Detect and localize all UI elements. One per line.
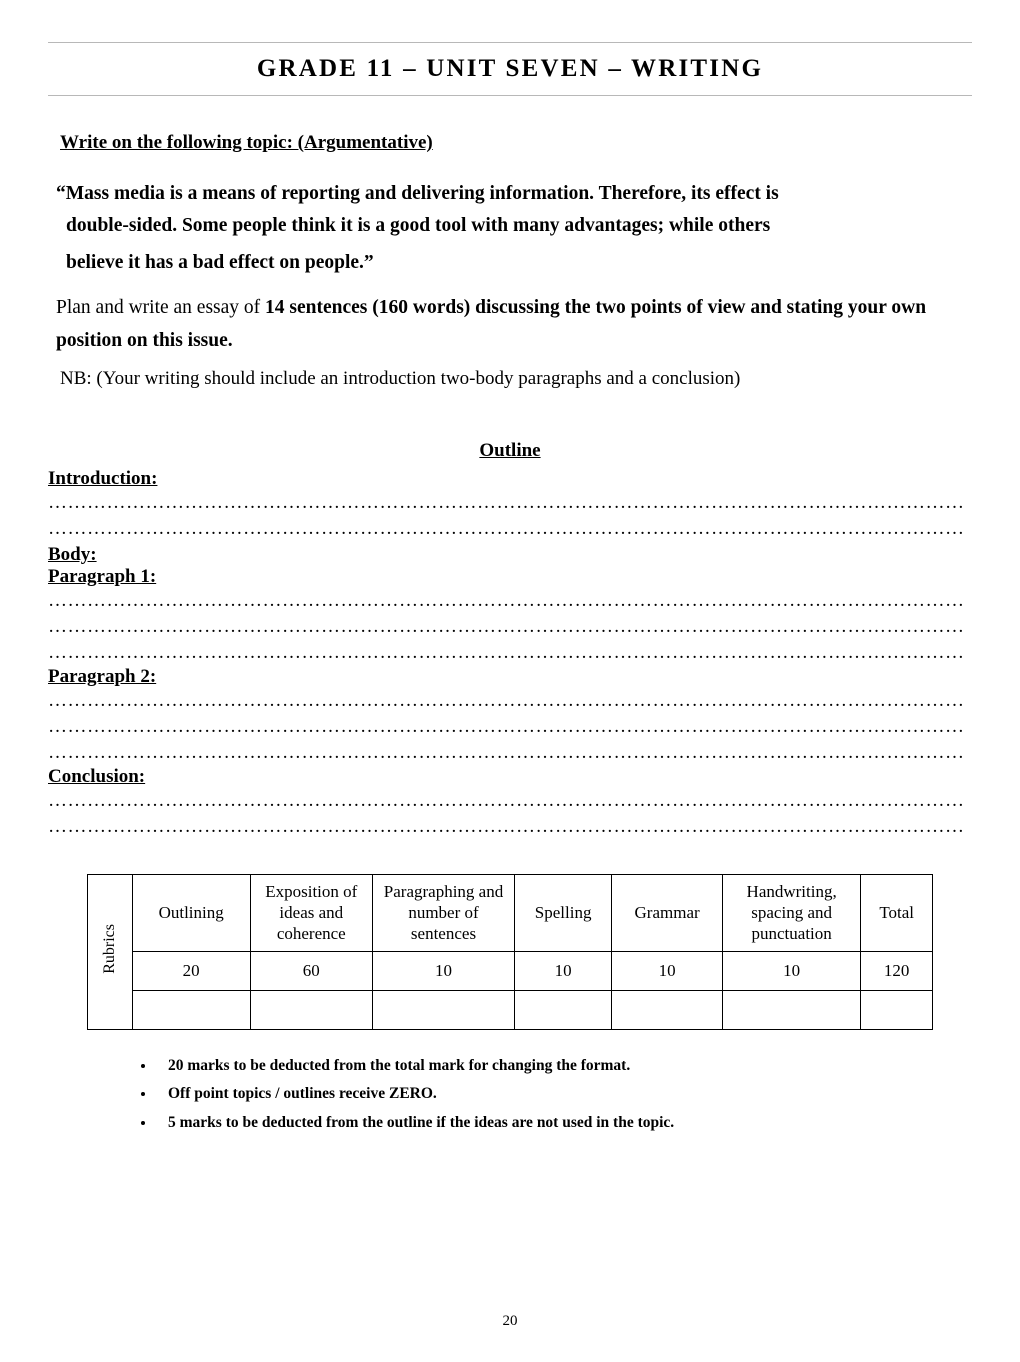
rubric-column-header: Spelling <box>515 874 612 951</box>
outline-label-body: Body: <box>48 543 97 565</box>
rubric-score-cell: 10 <box>722 951 860 990</box>
worksheet-page <box>0 42 1020 1362</box>
topic-heading: Write on the following topic: (Argumentative) <box>60 132 433 153</box>
rubric-mark-cell[interactable] <box>861 990 933 1029</box>
answer-line[interactable]: …………………………………………………………………………………………………………………………… <box>48 491 965 513</box>
quote-line-1: “Mass media is a means of reporting and delivering information. Therefore, its effect is <box>56 183 779 204</box>
answer-line[interactable]: …………………………………………………………………………………………………………………………… <box>48 789 965 811</box>
rubric-column-header: Handwriting, spacing and punctuation <box>722 874 860 951</box>
rubric-score-cell: 120 <box>861 951 933 990</box>
quote-line-3: believe it has a bad effect on people.” <box>66 252 374 274</box>
outline-label-conclusion: Conclusion: <box>48 765 146 787</box>
task-note: NB: (Your writing should include an introduction two-body paragraphs and a conclusion) <box>60 367 741 389</box>
rubric-table <box>87 874 933 1030</box>
answer-line[interactable]: …………………………………………………………………………………………………………………………… <box>48 589 965 611</box>
list-item: • Off point topics / outlines receive ZERO. <box>156 1080 972 1109</box>
rubric-score-cell: 10 <box>372 951 514 990</box>
page-header <box>48 42 972 96</box>
outline-title: Outline <box>479 439 541 461</box>
answer-line[interactable]: …………………………………………………………………………………………………………………………… <box>48 815 965 837</box>
rubric-side-label <box>88 874 133 1029</box>
task-instruction-lead: Plan and write an essay of <box>56 296 266 318</box>
topic-heading-wrapper <box>48 96 972 154</box>
prompt-quote <box>56 178 956 279</box>
rubric-column-header: Total <box>861 874 933 951</box>
rubric-score-cell: 60 <box>250 951 372 990</box>
rubric-column-header: Paragraphing and number of sentences <box>372 874 514 951</box>
answer-line[interactable]: …………………………………………………………………………………………………………………………… <box>48 615 965 637</box>
rubric-mark-cell[interactable] <box>612 990 723 1029</box>
quote-line-2: double-sided. Some people think it is a good tool with many advantages; while others <box>66 214 771 236</box>
task-instruction <box>56 291 956 358</box>
answer-line[interactable]: …………………………………………………………………………………………………………………………… <box>48 715 965 737</box>
marking-notes-list <box>128 1052 972 1138</box>
outline-label-introduction: Introduction: <box>48 467 158 489</box>
answer-line[interactable]: …………………………………………………………………………………………………………………………… <box>48 517 965 539</box>
list-item: • 20 marks to be deducted from the total mark for changing the format. <box>156 1052 972 1081</box>
rubric-side-label-text: Rubrics <box>100 924 118 975</box>
rubric-column-header: Outlining <box>132 874 250 951</box>
page-title: GRADE 11 – UNIT SEVEN – WRITING <box>256 55 764 82</box>
outline-section <box>48 468 972 840</box>
rubric-score-cell: 20 <box>132 951 250 990</box>
rubric-mark-cell[interactable] <box>372 990 514 1029</box>
rubric-mark-cell[interactable] <box>132 990 250 1029</box>
table-row <box>88 951 933 990</box>
table-row <box>88 990 933 1029</box>
rubric-score-cell: 10 <box>515 951 612 990</box>
rubric-score-cell: 10 <box>612 951 723 990</box>
table-row <box>88 874 933 951</box>
rubric-column-header: Exposition of ideas and coherence <box>250 874 372 951</box>
outline-label-paragraph-2: Paragraph 2: <box>48 665 157 687</box>
list-item: • 5 marks to be deducted from the outline if the ideas are not used in the topic. <box>156 1109 972 1138</box>
rubric-mark-cell[interactable] <box>722 990 860 1029</box>
outline-label-paragraph-1: Paragraph 1: <box>48 565 157 587</box>
rubric-mark-cell[interactable] <box>250 990 372 1029</box>
answer-line[interactable]: …………………………………………………………………………………………………………………………… <box>48 741 965 763</box>
rubric-column-header: Grammar <box>612 874 723 951</box>
rubric-mark-cell[interactable] <box>515 990 612 1029</box>
answer-line[interactable]: …………………………………………………………………………………………………………………………… <box>48 689 965 711</box>
answer-line[interactable]: …………………………………………………………………………………………………………………………… <box>48 641 965 663</box>
page-number: 20 <box>502 1313 518 1329</box>
task-instruction-bold: 14 sentences (160 words) discussing the two points of view and stating your own position on this issue. <box>56 296 927 352</box>
